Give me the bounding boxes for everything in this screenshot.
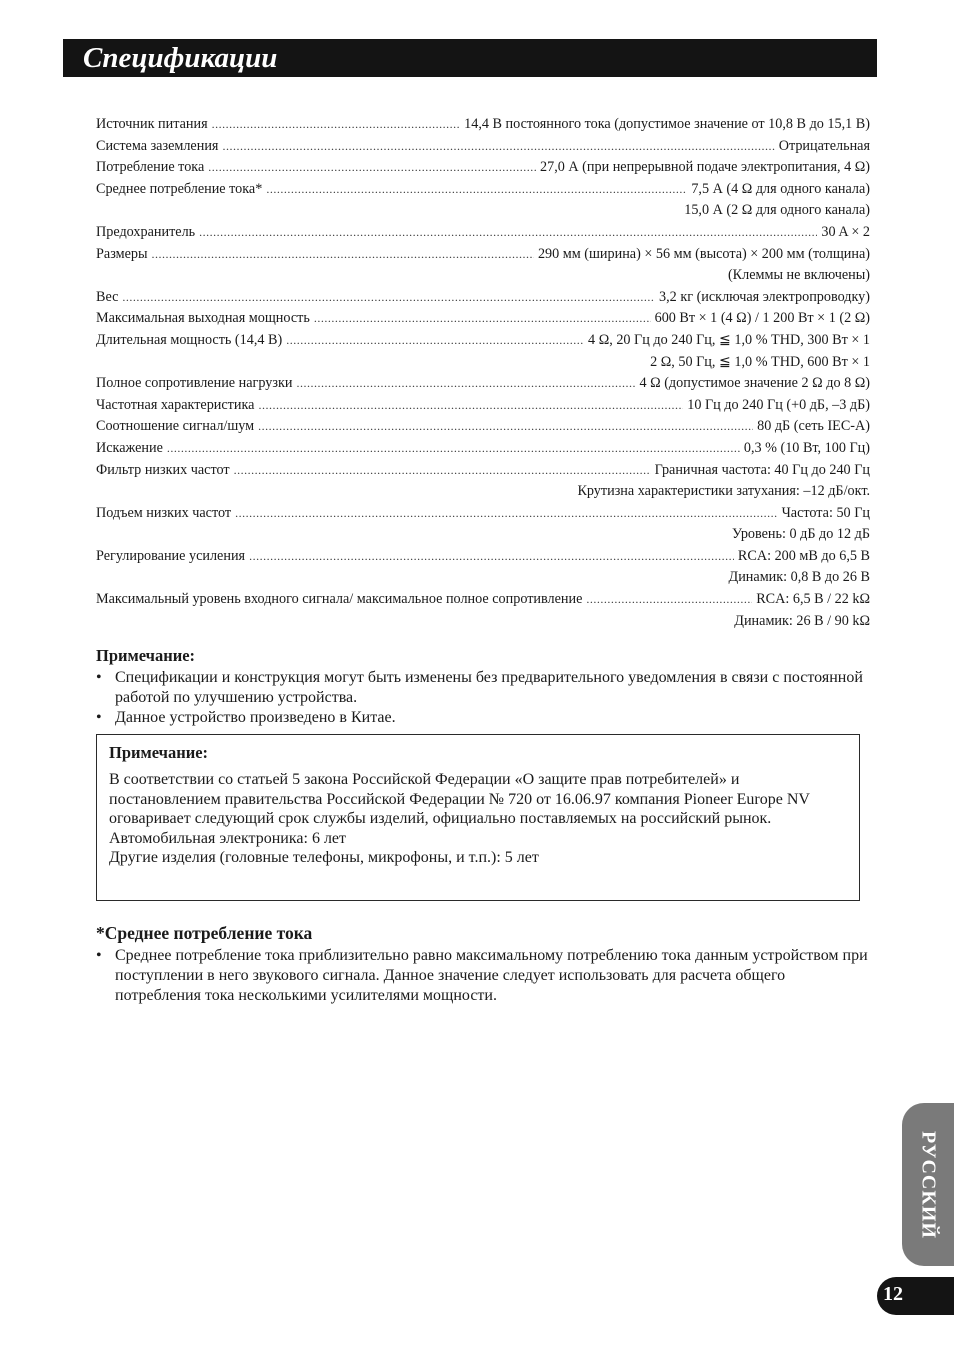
spec-label: Размеры (96, 245, 148, 262)
footnote-heading: *Среднее потребление тока (96, 923, 313, 943)
spec-value: Отрицательная (778, 137, 870, 154)
note-line: Автомобильная электроника: 6 лет (109, 829, 347, 847)
spec-value: RCA: 200 мВ до 6,5 В (737, 547, 870, 564)
list-item: • Данное устройство произведено в Китае. (96, 708, 872, 728)
spec-label: Фильтр низких частот (96, 461, 230, 478)
spec-value: 290 мм (ширина) × 56 мм (высота) × 200 мм (толщина) (537, 245, 870, 262)
spec-label: Полное сопротивление нагрузки (96, 375, 293, 392)
spec-value: 10 Гц до 240 Гц (+0 дБ, –3 дБ) (687, 396, 870, 413)
spec-value-continued: Динамик: 26 В / 90 kΩ (734, 612, 870, 629)
spec-list (96, 114, 870, 632)
spec-value: RCA: 6,5 В / 22 kΩ (756, 591, 870, 608)
note-body (109, 770, 851, 868)
spec-value: 14,4 В постоянного тока (допустимое значение от 10,8 В до 15,1 В) (464, 116, 870, 132)
spec-value: Частота: 50 Гц (781, 504, 870, 521)
spec-label: Система заземления (96, 137, 219, 154)
spec-value: 27,0 А (при непрерывной подаче электропитания, 4 Ω) (540, 159, 870, 176)
spec-row-power-source (96, 114, 870, 136)
spec-value: 4 Ω, 20 Гц до 240 Гц, ≦ 1,0 % THD, 300 Вт × 1 (588, 331, 870, 348)
note-heading: Примечание: (96, 646, 196, 665)
spec-value-continued: Крутизна характеристики затухания: –12 дБ/окт. (577, 483, 870, 500)
spec-label: Вес (96, 288, 119, 305)
page-number-tab (877, 1277, 954, 1315)
spec-value: Граничная частота: 40 Гц до 240 Гц (654, 461, 870, 478)
spec-row-grounding (96, 136, 870, 158)
spec-value-continued: Уровень: 0 дБ до 12 дБ (732, 526, 870, 543)
spec-label: Максимальный уровень входного сигнала/ максимальное полное сопротивление (96, 591, 583, 608)
spec-row-max-power (96, 308, 870, 330)
spec-label: Потребление тока (96, 159, 205, 176)
note-list (96, 668, 872, 728)
spec-row-cont-power (96, 330, 870, 352)
spec-label: Соотношение сигнал/шум (96, 418, 255, 435)
spec-label: Длительная мощность (14,4 В) (96, 331, 283, 348)
page-title: Спецификации (83, 42, 278, 74)
spec-row-lpf (96, 460, 870, 482)
section-title-bar (63, 39, 877, 77)
note-heading: Примечание: (109, 743, 209, 762)
spec-value: 0,3 % (10 Вт, 100 Гц) (743, 439, 870, 456)
spec-label: Подъем низких частот (96, 504, 232, 521)
spec-row-dimensions (96, 244, 870, 266)
page-number: 12 (883, 1283, 903, 1305)
language-label: РУССКИЙ (917, 1130, 940, 1239)
list-item: • Спецификации и конструкция могут быть изменены без предварительного уведомления в связи с постоянной работой по улучшению устройства. (96, 668, 872, 708)
list-item: • Среднее потребление тока приблизительно равно максимальному потреблению тока данным устройством при поступлении в него звукового сигнала. Данное значение следует использовать для расчета общего потребления тока несколькими усилителями мощности. (96, 946, 872, 1006)
spec-label: Максимальная выходная мощность (96, 310, 310, 327)
spec-row-distortion (96, 438, 870, 460)
spec-label: Частотная характеристика (96, 396, 255, 413)
spec-value: 30 A × 2 (821, 223, 870, 240)
spec-value: 80 дБ (сеть IEC-A) (757, 418, 870, 435)
spec-row-gain (96, 546, 870, 568)
spec-row-snr (96, 416, 870, 438)
spec-value-continued: 15,0 А (2 Ω для одного канала) (684, 202, 870, 219)
spec-row-freq-response (96, 395, 870, 417)
language-tab (902, 1103, 954, 1266)
spec-value-continued: 2 Ω, 50 Гц, ≦ 1,0 % THD, 600 Вт × 1 (650, 353, 870, 370)
spec-label: Среднее потребление тока* (96, 180, 263, 197)
spec-row-avg-current (96, 179, 870, 201)
footnote-list (96, 946, 872, 1006)
spec-row-bass-boost (96, 503, 870, 525)
spec-value-continued: Динамик: 0,8 В до 26 В (728, 569, 870, 586)
spec-label: Предохранитель (96, 223, 196, 240)
spec-label: Регулирование усиления (96, 547, 246, 564)
note-paragraph: В соответствии со статьей 5 закона Российской Федерации «О защите прав потребителей» и постановлением правительства Российской Федерации № 720 от 16.06.97 компания Pioneer Europe NV оговаривает следующий срок службы изделий, официально поставляемых на российский рынок. (109, 771, 810, 827)
spec-value: 7,5 А (4 Ω для одного канала) (691, 180, 870, 197)
spec-row-fuse (96, 222, 870, 244)
spec-row-current (96, 157, 870, 179)
spec-value-continued: (Клеммы не включены) (727, 267, 870, 284)
spec-label: Искажение (96, 439, 163, 456)
spec-value: 3,2 кг (исключая электропроводку) (659, 288, 870, 305)
spec-row-max-input (96, 589, 870, 611)
service-life-note-box (96, 734, 860, 901)
spec-row-weight (96, 287, 870, 309)
spec-label: Источник питания (96, 116, 208, 132)
spec-value: 4 Ω (допустимое значение 2 Ω до 8 Ω) (639, 375, 870, 392)
spec-row-impedance (96, 373, 870, 395)
spec-value: 600 Вт × 1 (4 Ω) / 1 200 Вт × 1 (2 Ω) (654, 310, 870, 327)
note-line: Другие изделия (головные телефоны, микрофоны, и т.п.): 5 лет (109, 849, 539, 866)
